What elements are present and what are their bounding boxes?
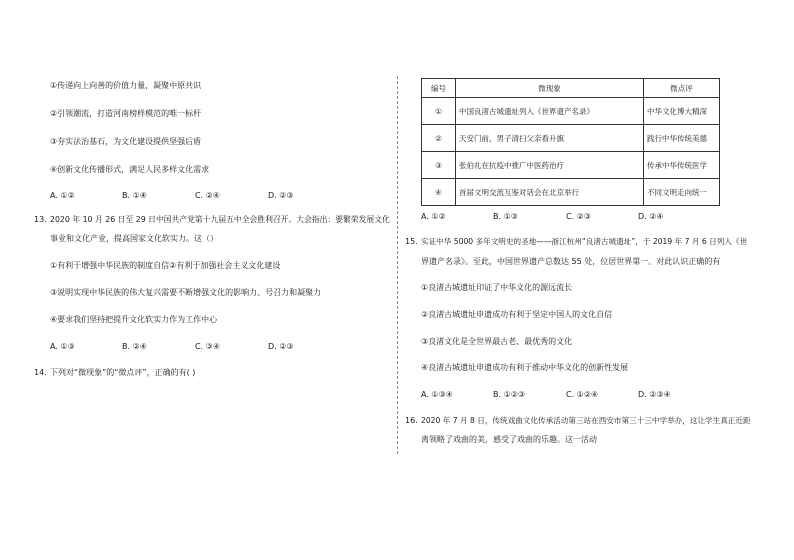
q14-option-d[interactable]: D. ②④ [638, 212, 664, 221]
q15-option-a[interactable]: A. ①③④ [421, 390, 453, 399]
table-cell-phenomenon: 张伯礼在抗疫中推广中医药治疗 [456, 152, 644, 179]
q15-option-c[interactable]: C. ①②④ [566, 390, 599, 399]
q12-item-1: ①传递向上向善的价值力量，凝聚中原共识 [50, 81, 202, 90]
q12-option-d[interactable]: D. ②③ [268, 191, 294, 200]
q13-item-1: ①有利于增强中华民族的制度自信②有利于加强社会主义文化建设 [50, 261, 281, 270]
q15-stem-line2: 界遗产名录》。至此，中国世界遗产总数达 55 处，位居世界第一。对此认识正确的有 [421, 257, 721, 266]
q13-stem-line1: 2020 年 10 月 26 日至 29 日中国共产党第十九届五中全会胜利召开。大会指出：要繁荣发展文化 [50, 215, 390, 224]
q13-stem-line2: 事业和文化产业，提高国家文化软实力。这（） [50, 234, 218, 243]
q12-option-a[interactable]: A. ①② [50, 191, 75, 200]
q12-item-4: ④创新文化传播形式，满足人民多样文化需求 [50, 165, 210, 174]
q15-number: 15. [405, 237, 418, 246]
q15-option-b[interactable]: B. ①②③ [493, 390, 526, 399]
q14-stem: 下列对“微现象”的“微点评”，正确的有( ) [50, 368, 196, 377]
q14-number: 14. [34, 368, 47, 377]
q13-option-d[interactable]: D. ②③ [268, 342, 294, 351]
column-divider [397, 76, 398, 454]
table-row [422, 98, 720, 125]
q13-item-2: ③说明实现中华民族的伟大复兴需要不断增强文化的影响力、号召力和凝聚力 [50, 288, 322, 297]
table-cell-number: ③ [422, 152, 456, 179]
table-cell-phenomenon: 天安门前，男子清扫父亲看升旗 [456, 125, 644, 152]
micro-phenomena-table [421, 78, 720, 206]
table-row [422, 179, 720, 206]
q14-option-a[interactable]: A. ①② [421, 212, 446, 221]
q12-item-2: ②引领潮流，打造河南榜样模范的唯一标杆 [50, 109, 202, 118]
table-header-phenomenon: 微现象 [456, 79, 644, 98]
table-cell-comment: 中华文化博大精深 [644, 98, 720, 125]
q15-item-2: ②良渚古城遗址申遗成功有利于坚定中国人的文化自信 [421, 310, 613, 319]
table-cell-number: ④ [422, 179, 456, 206]
table-cell-number: ① [422, 98, 456, 125]
q16-number: 16. [405, 416, 418, 425]
q13-number: 13. [34, 215, 47, 224]
table-header-comment: 微点评 [644, 79, 720, 98]
table-cell-comment: 不同文明走向统一 [644, 179, 720, 206]
table-row [422, 152, 720, 179]
table-row [422, 125, 720, 152]
table-cell-comment: 传承中华传统医学 [644, 152, 720, 179]
q14-option-c[interactable]: C. ②③ [566, 212, 592, 221]
q14-option-b[interactable]: B. ①③ [493, 212, 518, 221]
q15-item-4: ④良渚古城遗址申遗成功有利于推动中华文化的创新性发展 [421, 363, 629, 372]
table-cell-number: ② [422, 125, 456, 152]
q13-option-c[interactable]: C. ③④ [195, 342, 221, 351]
q15-item-3: ③良渚文化是全世界最古老、最优秀的文化 [421, 337, 573, 346]
q16-stem-line1: 2020 年 7 月 8 日，传统戏曲文化传承活动第三站在西安市第三十三中学举办，这让学生真正近距 [421, 416, 751, 425]
q12-option-b[interactable]: B. ①④ [122, 191, 147, 200]
table-cell-phenomenon: 首届文明交流互鉴对话会在北京举行 [456, 179, 644, 206]
q16-stem-line2: 离领略了戏曲的美，感受了戏曲的乐趣。这一活动 [421, 435, 597, 444]
q13-option-b[interactable]: B. ②④ [122, 342, 147, 351]
q12-item-3: ③夯实法治基石，为文化建设提供坚强后盾 [50, 137, 202, 146]
q13-option-a[interactable]: A. ①③ [50, 342, 75, 351]
q15-option-d[interactable]: D. ②③④ [638, 390, 671, 399]
table-cell-phenomenon: 中国良渚古城遗址列入《世界遗产名录》 [456, 98, 644, 125]
table-cell-comment: 践行中华传统美德 [644, 125, 720, 152]
q12-option-c[interactable]: C. ②④ [195, 191, 221, 200]
table-header-row [422, 79, 720, 98]
q15-item-1: ①良渚古城遗址印证了中华文化的源远流长 [421, 283, 573, 292]
q15-stem-line1: 实证中华 5000 多年文明史的圣地——浙江杭州“良渚古城遗址”，于 2019 年 7 月 6 日列入《世 [421, 237, 748, 246]
table-header-number: 编号 [422, 79, 456, 98]
q13-item-3: ④要求我们坚持把提升文化软实力作为工作中心 [50, 315, 218, 324]
